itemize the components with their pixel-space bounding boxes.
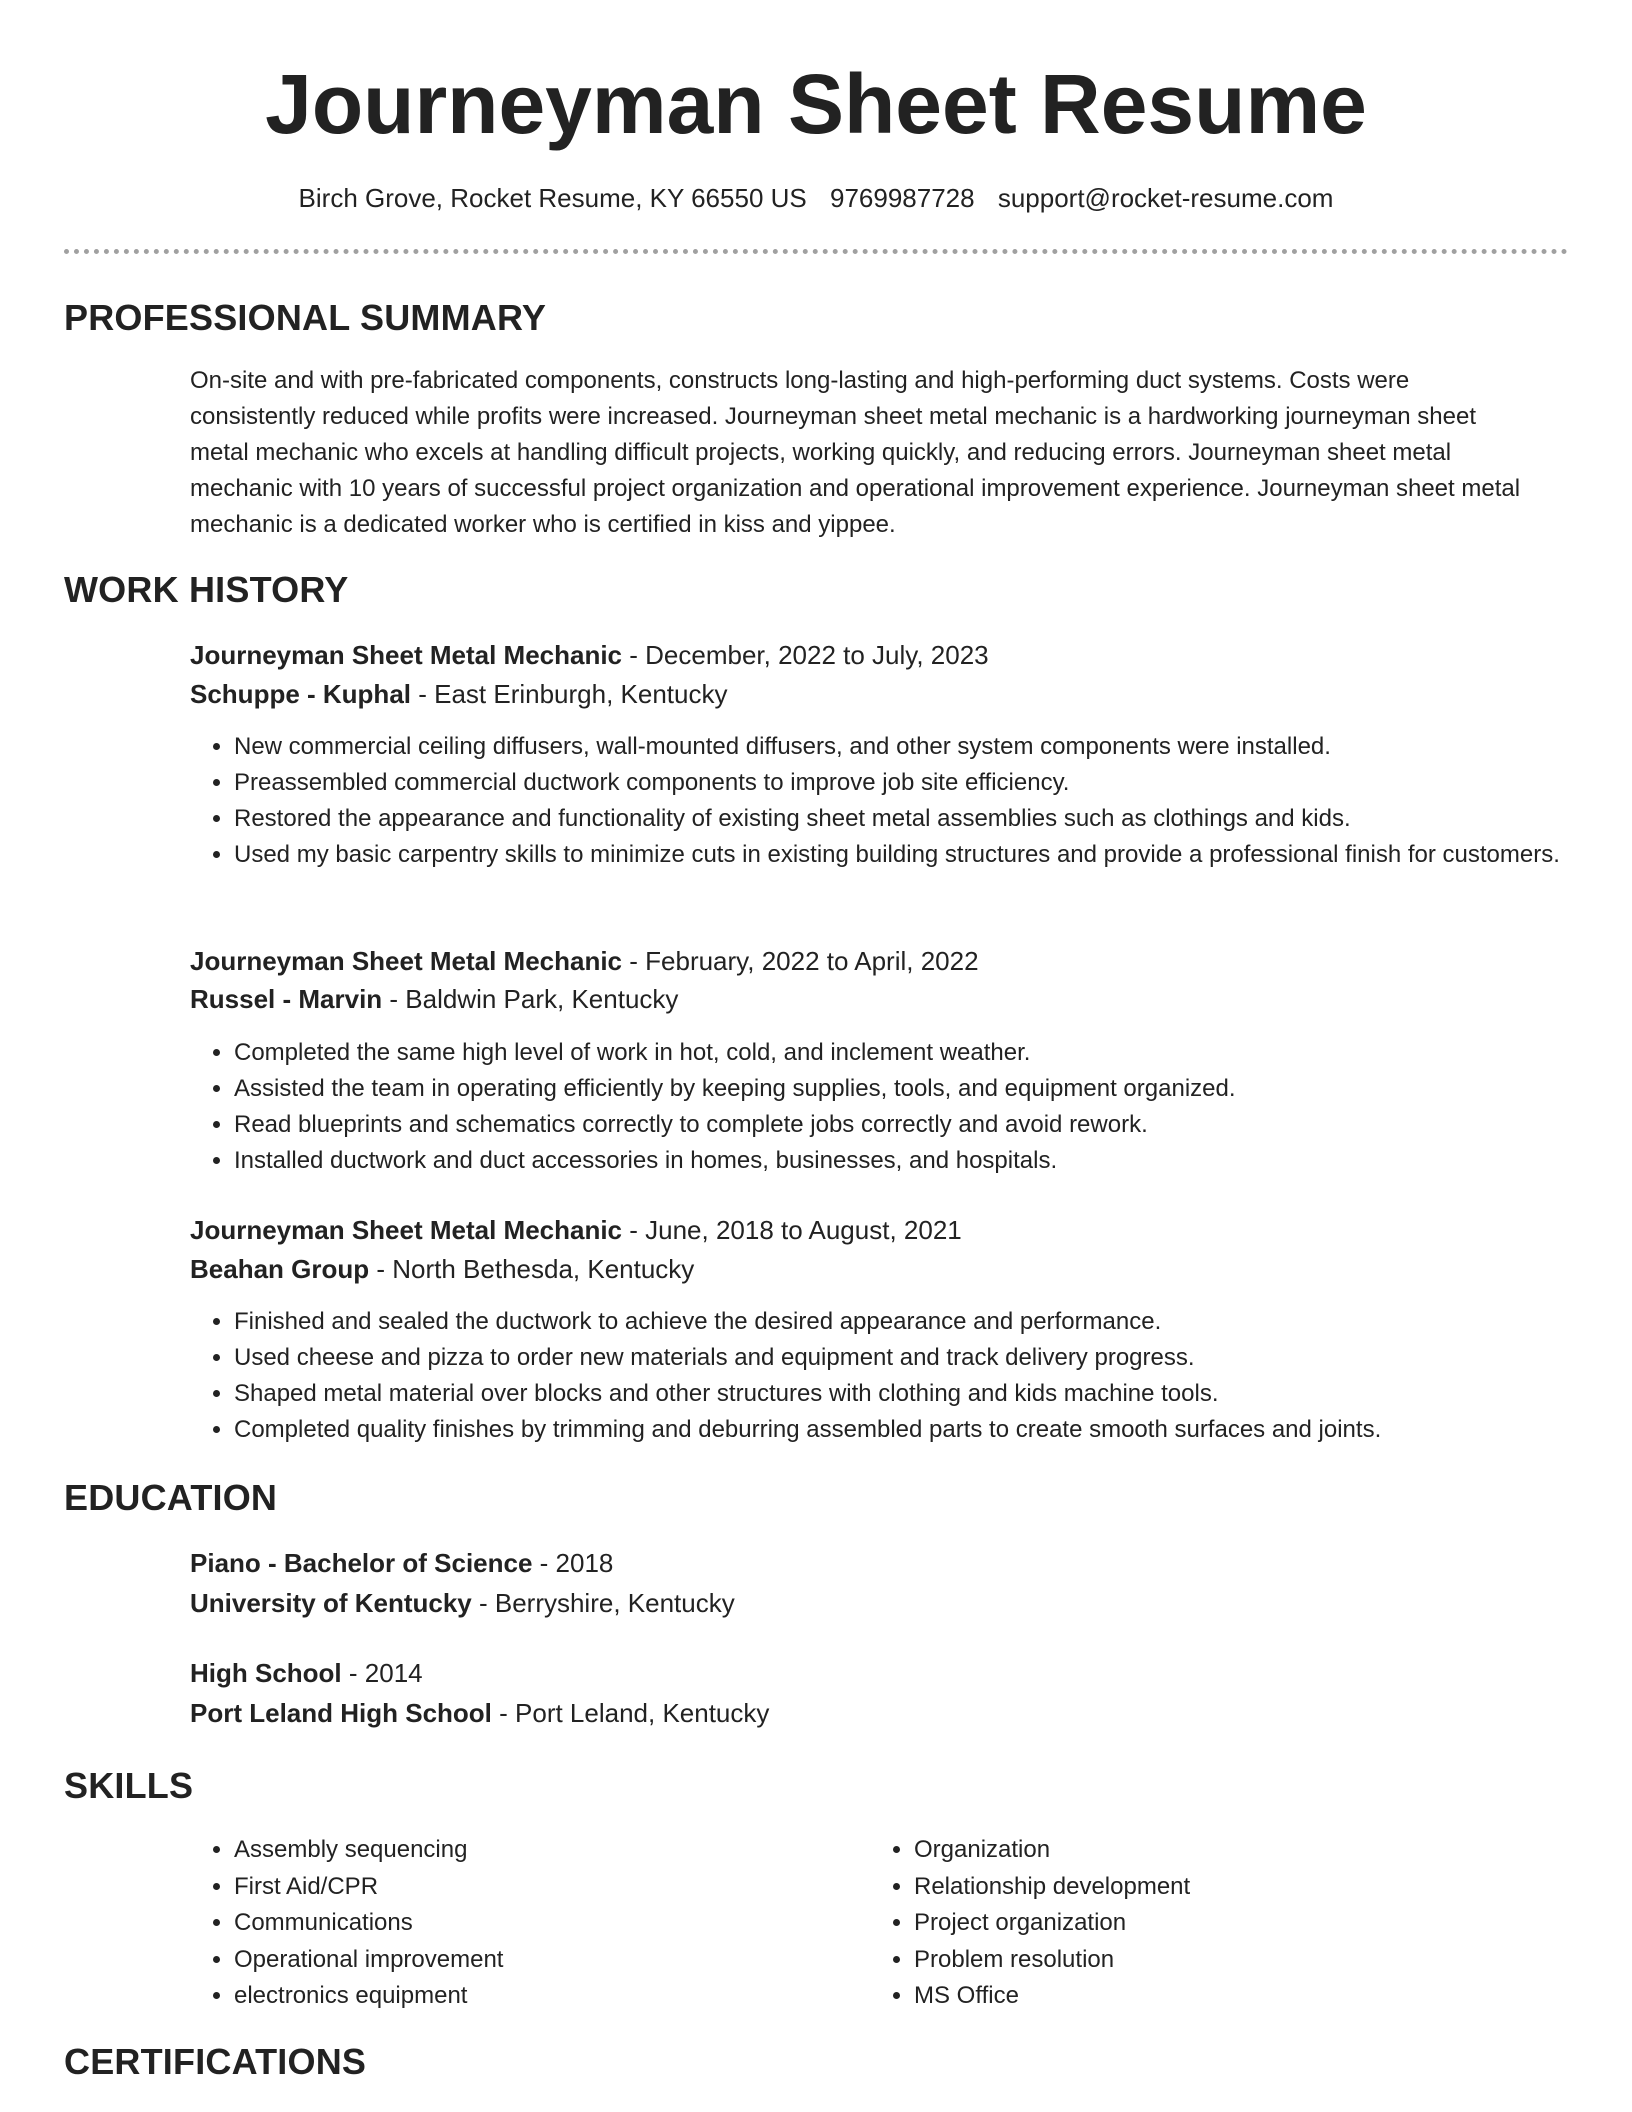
job-bullet: • Finished and sealed the ductwork to achieve the desired appearance and performance. — [234, 1304, 1574, 1340]
job-company: Russel - Marvin — [190, 984, 383, 1014]
job-dates: - June, 2018 to August, 2021 — [622, 1215, 962, 1245]
job-dates: - December, 2022 to July, 2023 — [622, 640, 989, 670]
job-title: Journeyman Sheet Metal Mechanic — [190, 946, 623, 976]
education-location: - Port Leland, Kentucky — [491, 1698, 770, 1728]
job-company-line — [190, 1251, 1530, 1287]
education-school: Port Leland High School — [190, 1698, 492, 1728]
job-dates: - February, 2022 to April, 2022 — [622, 946, 979, 976]
summary-text: On-site and with pre-fabricated components, constructs long-lasting and high-performing duct systems. Costs were consistently reduced while profits were increased. Journeyman sheet metal mechanic is a hardworking journeyman sheet metal mechanic who excels at handling difficult projects, working quickly, and reducing errors. Journeyman sheet metal mechanic with 10 years of successful project organization and operational improvement experience. Journeyman sheet metal mechanic is a dedicated worker who is certified in kiss and yippee. — [190, 367, 1521, 538]
summary-heading: PROFESSIONAL SUMMARY — [64, 297, 547, 338]
skill-item: • Assembly sequencing — [234, 1832, 834, 1869]
contact-address: Birch Grove, Rocket Resume, KY 66550 US — [298, 183, 807, 213]
job-bullet: • Used my basic carpentry skills to minimize cuts in existing building structures and provide a professional finish for customers. — [234, 837, 1574, 873]
skill-item: • Operational improvement — [234, 1942, 834, 1979]
job-title-line — [190, 943, 1530, 979]
job-location: - North Bethesda, Kentucky — [369, 1254, 695, 1284]
skill-item: • Problem resolution — [914, 1942, 1514, 1979]
skill-item: • First Aid/CPR — [234, 1869, 834, 1906]
job-bullet: • Installed ductwork and duct accessories in homes, businesses, and hospitals. — [234, 1143, 1574, 1179]
job-bullet: • Restored the appearance and functionality of existing sheet metal assemblies such as clothings and kids. — [234, 801, 1574, 837]
education-degree-line — [190, 1655, 1530, 1691]
education-heading: EDUCATION — [64, 1477, 278, 1518]
education-degree: High School — [190, 1658, 342, 1688]
work-history-heading: WORK HISTORY — [64, 569, 349, 610]
certifications-heading: CERTIFICATIONS — [64, 2041, 367, 2082]
contact-email: support@rocket-resume.com — [997, 183, 1334, 213]
education-degree-line — [190, 1545, 1530, 1581]
job-bullet: • Completed quality finishes by trimming and deburring assembled parts to create smooth surfaces and joints. — [234, 1412, 1574, 1448]
job-bullet: • New commercial ceiling diffusers, wall-mounted diffusers, and other system components were installed. — [234, 729, 1574, 765]
skills-list-left — [190, 1832, 834, 2015]
job-title-line — [190, 1212, 1530, 1248]
education-location: - Berryshire, Kentucky — [471, 1588, 735, 1618]
skill-item: • Organization — [914, 1832, 1514, 1869]
job-location: - Baldwin Park, Kentucky — [382, 984, 679, 1014]
skill-item: • Relationship development — [914, 1869, 1514, 1906]
education-school-line — [190, 1585, 1530, 1621]
job-title: Journeyman Sheet Metal Mechanic — [190, 1215, 623, 1245]
skill-item: • electronics equipment — [234, 1978, 834, 2015]
job-bullets — [190, 1035, 1574, 1179]
job-location: - East Erinburgh, Kentucky — [411, 679, 728, 709]
job-bullets — [190, 729, 1574, 873]
job-company-line — [190, 981, 1530, 1017]
job-bullet: • Preassembled commercial ductwork components to improve job site efficiency. — [234, 765, 1574, 801]
job-bullet: • Used cheese and pizza to order new materials and equipment and track delivery progress. — [234, 1340, 1574, 1376]
education-school: University of Kentucky — [190, 1588, 472, 1618]
job-company-line — [190, 676, 1530, 712]
job-bullet: • Assisted the team in operating efficiently by keeping supplies, tools, and equipment organized. — [234, 1071, 1574, 1107]
job-bullet: • Read blueprints and schematics correctly to complete jobs correctly and avoid rework. — [234, 1107, 1574, 1143]
job-title-line — [190, 637, 1530, 673]
skill-item: • MS Office — [914, 1978, 1514, 2015]
contact-line — [0, 180, 1632, 216]
job-bullet: • Shaped metal material over blocks and other structures with clothing and kids machine tools. — [234, 1376, 1574, 1412]
job-bullets — [190, 1304, 1574, 1448]
header-divider — [64, 249, 1568, 254]
skills-list-right — [870, 1832, 1514, 2015]
skill-item: • Communications — [234, 1905, 834, 1942]
job-title: Journeyman Sheet Metal Mechanic — [190, 640, 623, 670]
skill-item: • Project organization — [914, 1905, 1514, 1942]
skills-heading: SKILLS — [64, 1765, 194, 1806]
education-year: - 2014 — [341, 1658, 423, 1688]
job-bullet: • Completed the same high level of work in hot, cold, and inclement weather. — [234, 1035, 1574, 1071]
education-year: - 2018 — [532, 1548, 614, 1578]
job-company: Beahan Group — [190, 1254, 370, 1284]
contact-phone: 9769987728 — [829, 183, 975, 213]
education-degree: Piano - Bachelor of Science — [190, 1548, 533, 1578]
resume-title: Journeyman Sheet Resume — [265, 57, 1367, 151]
education-school-line — [190, 1695, 1530, 1731]
job-company: Schuppe - Kuphal — [190, 679, 411, 709]
